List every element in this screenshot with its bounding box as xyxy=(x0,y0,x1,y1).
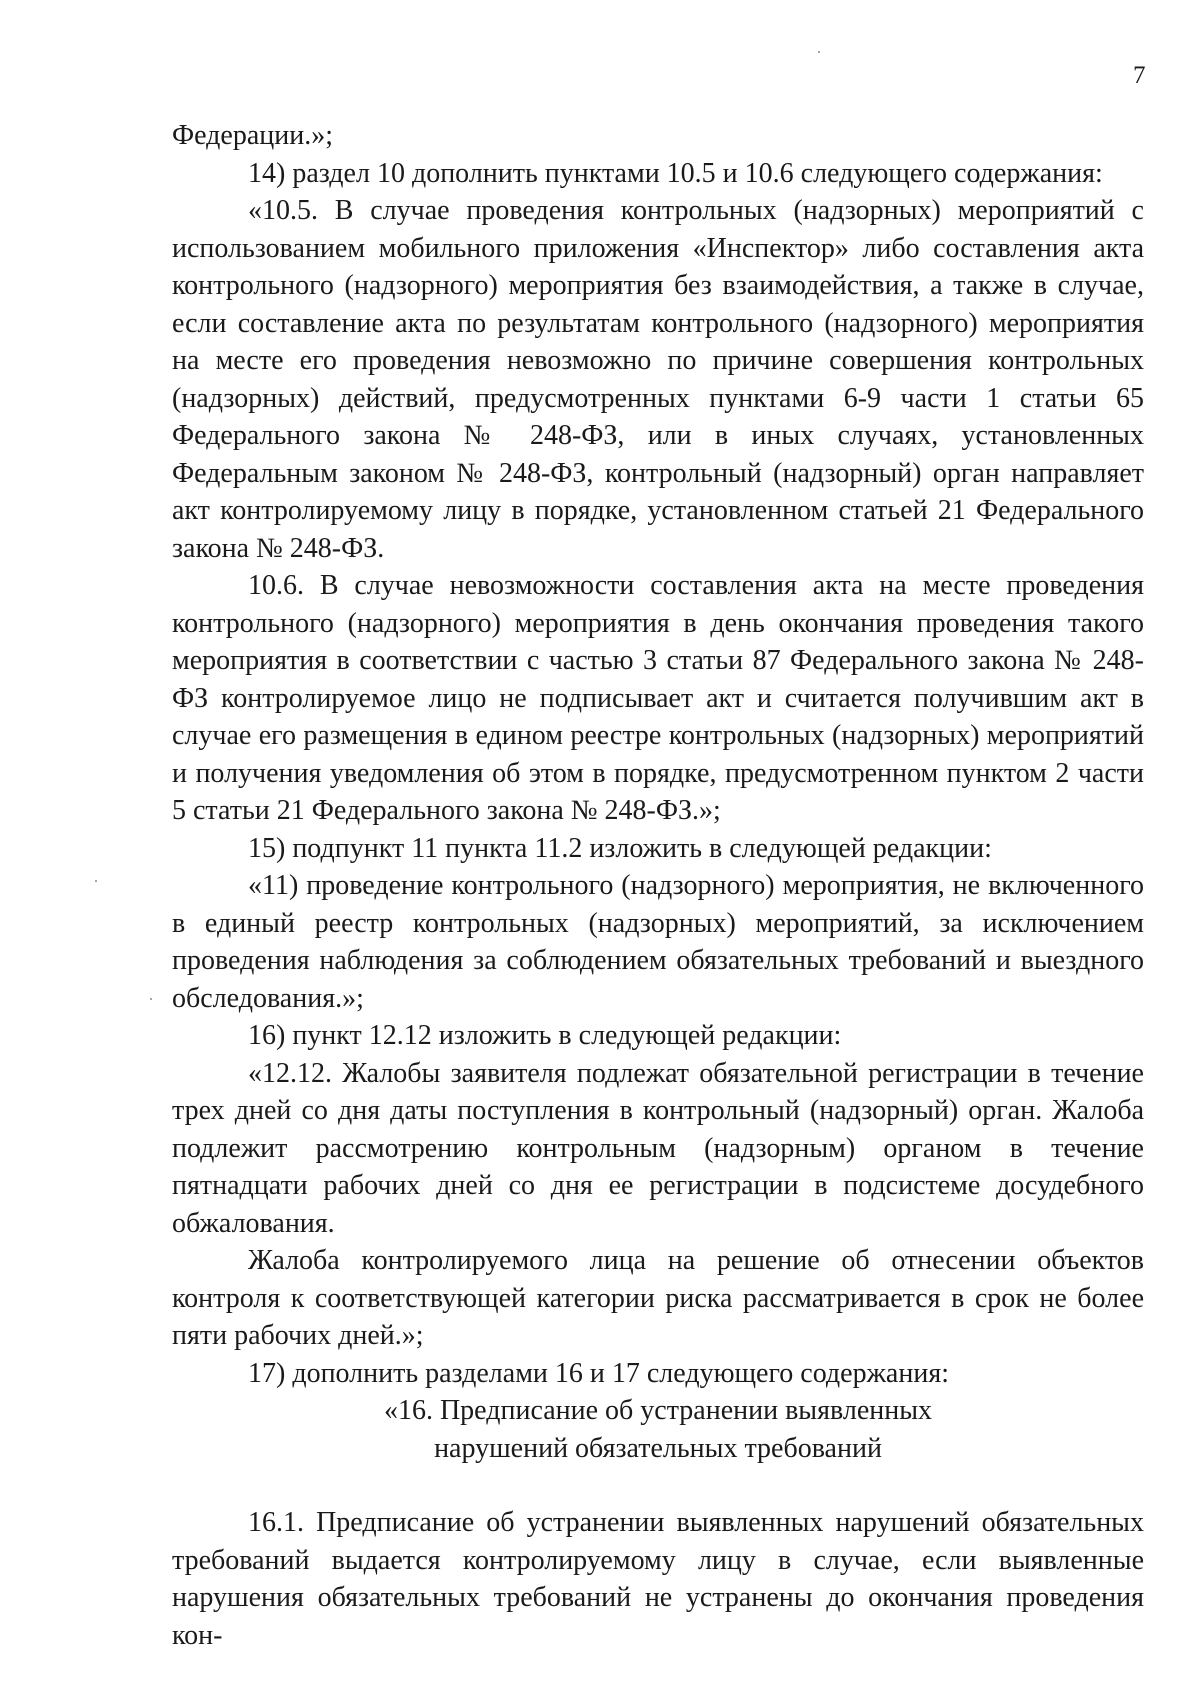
paragraph-item-17: 17) дополнить разделами 16 и 17 следующего содержания: xyxy=(248,1357,949,1389)
document-body xyxy=(172,117,1144,1654)
section-heading-line-1: «16. Предписание об устранении выявленных xyxy=(383,1395,933,1426)
paragraph-subitem-11: «11) проведение контрольного (надзорного) мероприятия, не включенного в единый реестр контрольных (надзорных) мероприятий, за исключением проведения наблюдения за соблюдением обязательных требований и выездного обследования.»; xyxy=(172,870,1144,1014)
scan-speck xyxy=(150,998,152,1000)
paragraph-item-14: 14) раздел 10 дополнить пунктами 10.5 и 10.6 следующего содержания: xyxy=(248,157,1103,189)
scan-speck xyxy=(818,51,820,53)
section-heading xyxy=(262,1392,1054,1467)
paragraph-16-1: 16.1. Предписание об устранении выявленных нарушений обязательных требований выдается контролируемому лицу в случае, если выявленные нарушения обязательных требований не устранены до окончания проведения кон- xyxy=(172,1507,1144,1651)
paragraph-complaint: Жалоба контролируемого лица на решение об отнесении объектов контроля к соответствующей категории риска рассматривается в срок не более пяти рабочих дней.»; xyxy=(172,1245,1144,1351)
scan-speck xyxy=(95,880,97,882)
paragraph-continuation: Федерации.»; xyxy=(172,120,334,151)
paragraph-12-12: «12.12. Жалобы заявителя подлежат обязательной регистрации в течение трех дней со дня даты поступления в контрольный (надзорный) орган. Жалоба подлежит рассмотрению контрольным (надзорным) органом в течение пятнадцати рабочих дней со дня ее регистрации в подсистеме досудебного обжалования. xyxy=(172,1057,1144,1239)
section-heading-line-2: нарушений обязательных требований xyxy=(434,1432,882,1464)
paragraph-item-16: 16) пункт 12.12 изложить в следующей редакции: xyxy=(248,1020,842,1051)
paragraph-item-15: 15) подпункт 11 пункта 11.2 изложить в следующей редакции: xyxy=(248,832,992,864)
paragraph-10-6: 10.6. В случае невозможности составления акта на месте проведения контрольного (надзорного) мероприятия в день окончания проведения такого мероприятия в соответствии с частью 3 статьи 87 Федерального закона № 248-ФЗ контролируемое лицо не подписывает акт и считается получившим акт в случае его размещения в едином реестре контрольных (надзорных) мероприятий и получения уведомления об этом в порядке, предусмотренном пунктом 2 части 5 статьи 21 Федерального закона № 248-ФЗ.»; xyxy=(172,570,1144,826)
paragraph-10-5: «10.5. В случае проведения контрольных (надзорных) мероприятий с использованием мобильного приложения «Инспектор» либо составления акта контрольного (надзорного) мероприятия без взаимодействия, а также в случае, если составление акта по результатам контрольного (надзорного) мероприятия на месте его проведения невозможно по причине совершения контрольных (надзорных) действий, предусмотренных пунктами 6-9 части 1 статьи 65 Федерального закона № 248-ФЗ, или в иных случаях, установленных Федеральным законом № 248-ФЗ, контрольный (надзорный) орган направляет акт контролируемому лицу в порядке, установленном статьей 21 Федерального закона № 248-ФЗ. xyxy=(172,195,1144,564)
page-number: 7 xyxy=(1133,62,1146,89)
